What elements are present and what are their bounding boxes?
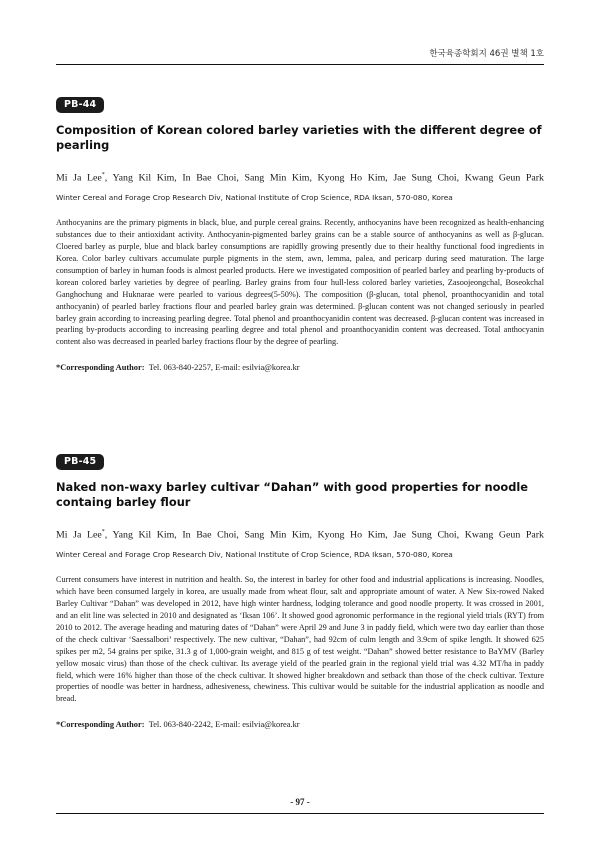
abstract-title: Composition of Korean colored barley varieties with the different degree of pearling bbox=[56, 123, 542, 152]
corresponding-author-info bbox=[56, 362, 544, 373]
abstract-pb-45 bbox=[56, 451, 544, 730]
affiliation: Winter Cereal and Forage Crop Research Div, National Institute of Crop Science, RDA Iksan, 570-080, Korea bbox=[56, 550, 453, 560]
contact-info: Tel. 063-840-2242, E-mail: esilvia@korea.kr bbox=[148, 720, 300, 730]
author-list: Mi Ja Lee*, Yang Kil Kim, In Bae Choi, Sang Min Kim, Kyong Ho Kim, Jae Sung Choi, Kwang Geun Park bbox=[56, 529, 544, 541]
page-number: - 97 - bbox=[290, 797, 310, 807]
abstract-body: Anthocyanins are the primary pigments in black, blue, and purple cereal grains. Recently, anthocyanins have been recognized as health-enhancing substances due to their antioxidant activity. Anthocyanin-pigmented barley grains can be a stable source of anthocyanins as well as β-glucan. Cloered barley as purple, blue and black barley consumptions are rapidlly growing presently due to their healthy functional food ingredients in Korea. Color barley cultivars accumulate purple pigments in the stem, awn, lemma, palea, and pericarp during seed maturation. The large consumption of barley in human foods is almost pearled products. Here we investigated composition of pearled barley and pearling by-products of korean colored barley varieties by degree of pearling. Barley grains from four hull-less colored barley varieties, Zasoojeongchal, Boseokchal Ganghochung and Huknarae were pearled to various degrees(5-50%). The composition (β-glucan, total phenol, proanthocyanidin and total anthocyanin) of pearled barley fractions flour and pearled barley grain was determined. β-glucan content was not changed seriously in pearled barley grain according to increasing pearling degree. Total phenol and proanthocyanidin content was decreased. β-glucan content was increased in pearling by-products according to increasing pearling degree and total phenol and proanthocyanidin content was decreased. Total anthocyanin content also was decreased in pearled barley fractions flour by the degree of pearling. bbox=[56, 218, 544, 347]
co-authors: , Yang Kil Kim, In Bae Choi, Sang Min Kim, Kyong Ho Kim, Jae Sung Choi, Kwang Geun Park bbox=[104, 529, 544, 541]
abstract-title: Naked non-waxy barley cultivar “Dahan” with good properties for noodle containg barley flour bbox=[56, 480, 529, 509]
corresponding-author: Mi Ja Lee bbox=[56, 172, 102, 184]
abstract-body: Current consumers have interest in nutrition and health. So, the interest in barley for other food and industrial applications is increasing. Noodles, which have been consumed largely in korea, are usually made from wheat flour, salt and appropriate amount of water. A New Six-rowed Naked Barley Cultivar “Dahan” was developed in 2012, have high winter hardness, lodging tolerance and good noodle property. It was crossed in 2001, and an elit line was selected in 2010 and designated as ‘Iksan 106’. It showed good agronomic performance in the regional yield trials (RYT) from 2010 to 2012. The average heading and maturing dates of “Dahan” were April 29 and June 3 in paddy field, which were two day earlier than those of the check cultivar ‘Saessalbori’ respectively. The new cultivar, “Dahan”, had 92cm of culm length and 3.9cm of spike length. It showed 625 spikes per m2, 54 grains per spike, 31.3 g of 1,000-grain weight, and 815 g of test weight. “Dahan” showed better resistance to BaYMV (Barley yellow mosaic virus) than those of the check cultivar. Its average yield of the pearled grain in the regional yield trial was 4.32 MT/ha in paddy field, which were 16% higher than those of the check cultivar. It showed higher breakdown and setback than those of the check cultivar. Texture properties of noodle was better in hardness, adhesiveness, chewiness. This cultivar would be suitable for the industrial application as noodle and bread. bbox=[56, 575, 544, 704]
corresponding-label: *Corresponding Author: bbox=[56, 363, 145, 373]
affiliation: Winter Cereal and Forage Crop Research Div, National Institute of Crop Science, RDA Iksan, 570-080, Korea bbox=[56, 193, 453, 203]
contact-info: Tel. 063-840-2257, E-mail: esilvia@korea.kr bbox=[148, 363, 300, 373]
footer-divider bbox=[56, 813, 544, 814]
journal-header: 한국육종학회지 46권 별책 1호 bbox=[429, 49, 544, 59]
author-list: Mi Ja Lee*, Yang Kil Kim, In Bae Choi, Sang Min Kim, Kyong Ho Kim, Jae Sung Choi, Kwang Geun Park bbox=[56, 172, 544, 184]
corresponding-label: *Corresponding Author: bbox=[56, 720, 145, 730]
corresponding-author: Mi Ja Lee bbox=[56, 529, 102, 541]
abstract-id-badge: PB-44 bbox=[56, 97, 104, 113]
corresponding-author-info bbox=[56, 719, 544, 730]
abstract-pb-44 bbox=[56, 94, 544, 373]
co-authors: , Yang Kil Kim, In Bae Choi, Sang Min Kim, Kyong Ho Kim, Jae Sung Choi, Kwang Geun Park bbox=[104, 172, 544, 184]
abstract-id-badge: PB-45 bbox=[56, 454, 104, 470]
header-divider bbox=[56, 64, 544, 65]
